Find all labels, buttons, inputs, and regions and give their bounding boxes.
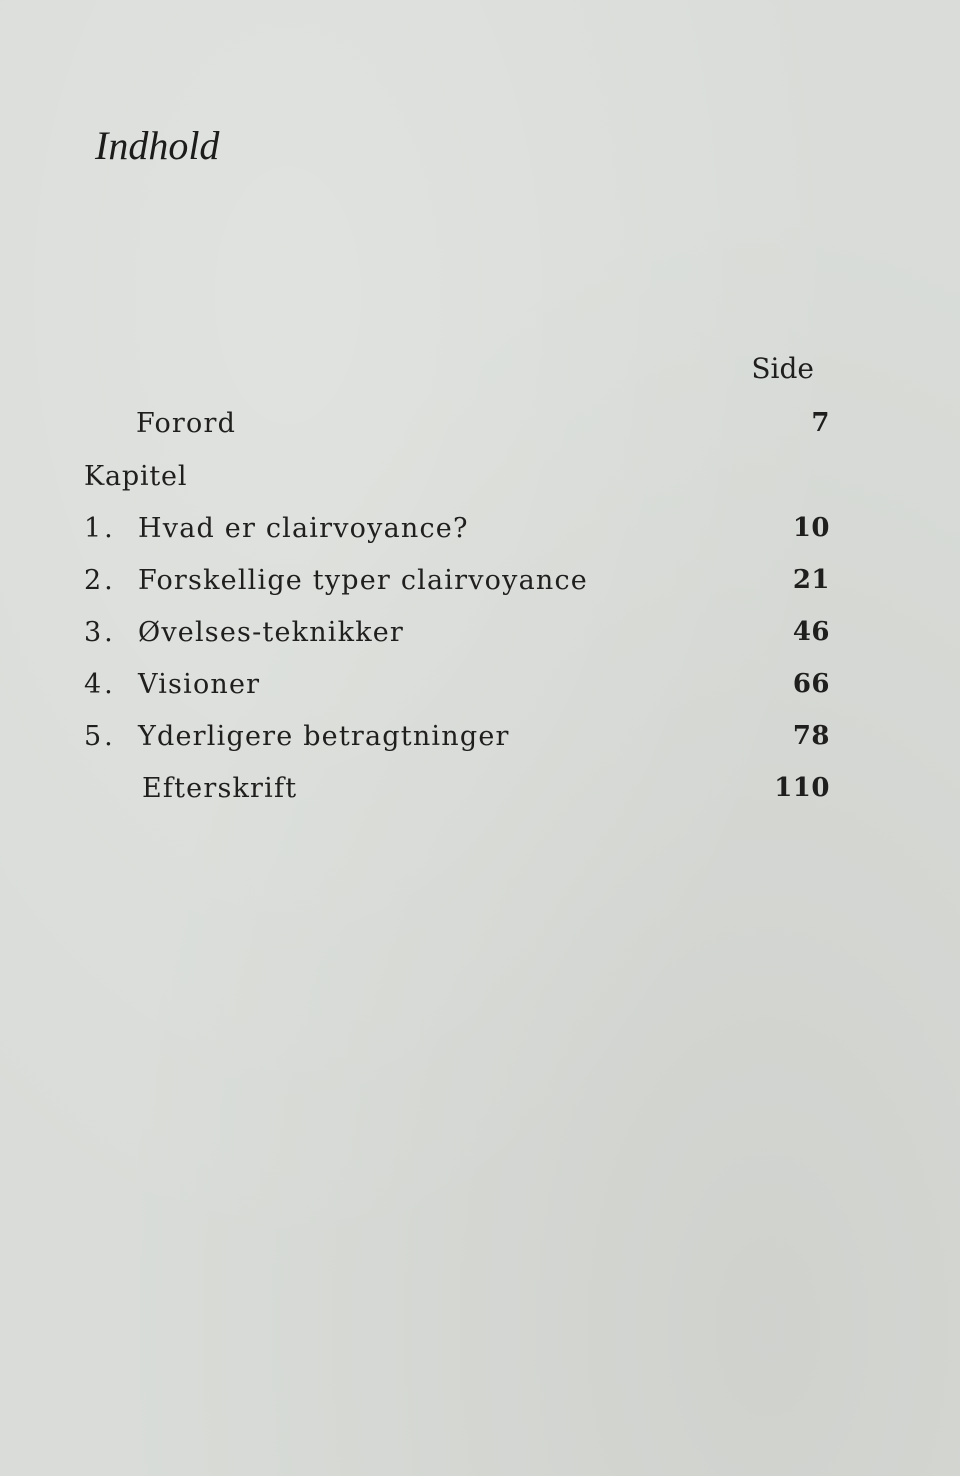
chapter-number: 2. [84,565,116,596]
toc-entry-title: Hvad er clairvoyance? [138,513,469,544]
toc-entry-chapter-5 [0,721,960,761]
chapter-number: 5. [84,721,116,752]
toc-entry-page: 10 [792,513,830,543]
chapter-number: 3. [84,617,116,648]
toc-entry-page: 110 [774,773,830,803]
toc-entry-title: Visioner [138,669,261,700]
chapter-section-label [0,461,960,501]
page-title: Indhold [95,123,220,168]
toc-entry-chapter-3 [0,617,960,657]
toc-entry-title: Øvelses-teknikker [138,617,405,648]
toc-entry-page: 78 [792,721,830,751]
chapter-number: 1. [84,513,116,544]
toc-entry-forord [0,408,960,448]
toc-entry-title: Efterskrift [142,773,298,804]
toc-entry-page: 46 [792,617,830,647]
toc-entry-page: 21 [792,565,830,595]
toc-entry-chapter-4 [0,669,960,709]
toc-entry-page: 66 [792,669,830,699]
toc-entry-title: Yderligere betragtninger [138,721,510,752]
toc-entry-title: Forskellige typer clairvoyance [138,565,588,596]
chapter-number: 4. [84,669,116,700]
toc-entry-title: Forord [136,408,237,439]
toc-entry-efterskrift [0,773,960,813]
section-label: Kapitel [84,461,188,492]
page-column-label: Side [751,352,814,385]
toc-entry-chapter-2 [0,565,960,605]
toc-entry-chapter-1 [0,513,960,553]
toc-entry-page: 7 [811,408,830,438]
